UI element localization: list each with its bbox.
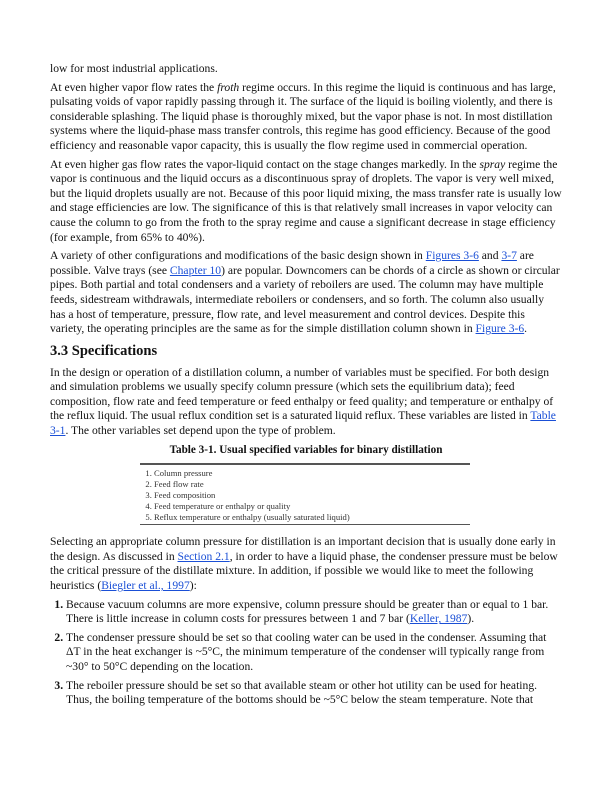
table-caption: Table 3-1. Usual specified variables for binary distillation — [169, 443, 443, 456]
link-figures-3-6[interactable]: Figures 3-6 — [425, 249, 479, 263]
heuristic-item — [66, 679, 562, 708]
link-figure-3-7[interactable]: 3-7 — [501, 249, 517, 263]
text: regime the vapor is continuous and the liquid occurs as a discontinuous spray of droplets. The vapor is very well mixed, but the liquid droplets usually are not. Because of this poor liquid mixing, the mass transfer rate is usually low and stage efficiencies are low. The significance of this is that relatively small increases in vapor velocity can cause the column to go from the froth to the spray regime and cause a significant decrease in stage efficiency (for example, from 65% to 40%). — [50, 157, 562, 244]
text: Selecting an appropriate column pressure for distillation is an important decision that is usually done early in the design. As discussed in — [50, 535, 556, 563]
text: Because vacuum columns are more expensive, column pressure should be greater than or equal to 1 bar. There is little increase in column costs for pressures between 1 and 7 bar ( — [66, 597, 549, 626]
emphasis-froth: froth — [217, 80, 240, 94]
table-item: 4. Feed temperature or enthalpy or quality — [154, 501, 470, 511]
paragraph-configurations — [50, 249, 562, 337]
table-item: 1. Column pressure — [154, 468, 470, 478]
link-section-2-1[interactable]: Section 2.1 — [177, 549, 230, 563]
heuristic-item — [66, 598, 562, 627]
emphasis-spray: spray — [479, 157, 506, 171]
text: The reboiler pressure should be set so that available steam or other hot utility can be used for heating. Thus, the boiling temperature of the bottoms should be ~5°C below the steam temperature. Note that — [66, 678, 538, 707]
link-figure-3-6[interactable]: Figure 3-6 — [475, 322, 525, 336]
text: ). — [467, 612, 475, 626]
paragraph-column-pressure — [50, 535, 562, 593]
section-heading: 3.3 Specifications — [50, 342, 158, 359]
table-image — [140, 463, 470, 525]
heuristics-list — [50, 598, 562, 708]
text: In the design or operation of a distillation column, a number of variables must be specified. For both design and simulation problems we usually specify column pressure (which sets the equilibrium data); feed composition, flow rate and feed temperature or feed enthalpy or feed quality; and temperature or enthalpy of the reflux liquid. The usual reflux condition set is a saturated liquid reflux. These variables are listed in — [50, 365, 554, 423]
table-list — [140, 468, 470, 522]
text: , in order to have a liquid phase, the condenser pressure must be below the critical pressure of the distillate mixture. In addition, if possible we would like to meet the following heuristics ( — [50, 549, 558, 593]
text: ) are popular. Downcomers can be chords of a circle as shown or circular pipes. Both partial and total condensers and a variety of reboilers are used. The column may have multiple feeds, sidestream withdrawals, intermediate reboilers or condensers, and so forth. The column also usually has a host of temperature, pressure, flow rate, and level measurement and control devices. Despite this variety, the operating principles are the same as for the simple distillation column shown in — [50, 263, 560, 336]
text: The condenser pressure should be set so that cooling water can be used in the condenser. Assuming that ΔT in the heat exchanger is ~5°C, the minimum temperature of the condenser will typically range from ~30° to 50°C depending on the location. — [66, 630, 547, 673]
table-item: 5. Reflux temperature or enthalpy (usually saturated liquid) — [154, 512, 470, 522]
paragraph-spray-regime — [50, 158, 562, 246]
text: A variety of other configurations and modifications of the basic design shown in — [50, 249, 426, 263]
link-biegler-1997[interactable]: Biegler et al., 1997 — [101, 579, 190, 593]
heuristic-item — [66, 631, 562, 675]
text: and — [478, 249, 502, 263]
link-keller-1987[interactable]: Keller, 1987 — [409, 612, 468, 626]
table-top-rule — [140, 463, 470, 465]
paragraph-froth-regime — [50, 81, 562, 154]
paragraph-specifications — [50, 366, 562, 439]
text: . — [524, 322, 528, 336]
text: At even higher vapor flow rates the — [50, 80, 218, 94]
table-item: 3. Feed composition — [154, 490, 470, 500]
text: . The other variables set depend upon the type of problem. — [65, 424, 336, 438]
paragraph-continuation: low for most industrial applications. — [50, 62, 218, 75]
document-page — [50, 62, 562, 712]
text: regime occurs. In this regime the liquid is continuous and has large, pulsating voids of vapor rapidly passing through it. The surface of the liquid is boiling violently, and there is considerable splashing. The liquid phase is thoroughly mixed, but the vapor phase is not. In most distillation systems where the liquid-phase mass transfer controls, this regime has good efficiency. Because of the good efficiency and reasonable vapor capacity, this is usually the flow regime used in commercial operation. — [50, 80, 556, 152]
text: At even higher gas flow rates the vapor-liquid contact on the stage changes markedly. In the — [50, 157, 480, 171]
link-table-3-1[interactable]: Table 3-1 — [50, 409, 556, 438]
text: are possible. Valve trays (see — [50, 249, 534, 277]
table-item: 2. Feed flow rate — [154, 479, 470, 489]
text: ): — [189, 579, 197, 593]
link-chapter-10[interactable]: Chapter 10 — [169, 263, 222, 277]
